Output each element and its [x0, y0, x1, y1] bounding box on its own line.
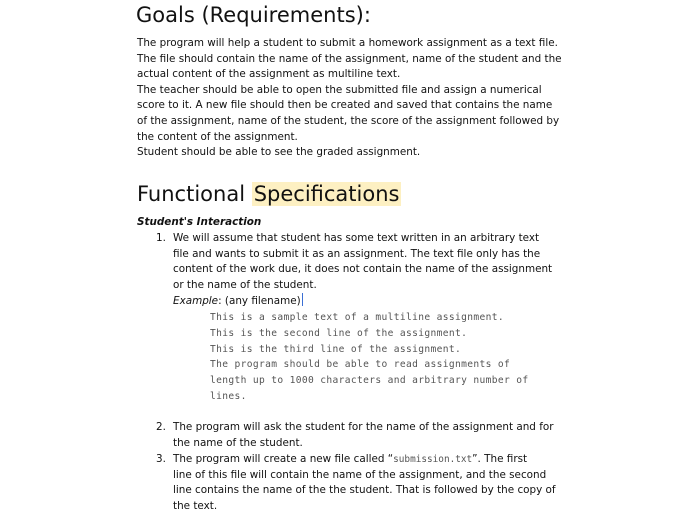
- code-line: This is the second line of the assignment.: [210, 327, 468, 339]
- item-text: ”. The first: [472, 453, 528, 465]
- item-line: We will assume that student has some text written in an arbitrary text: [173, 232, 540, 244]
- list-item-text: [173, 231, 552, 310]
- goals-line: the content of the assignment.: [137, 130, 298, 143]
- code-line: length up to 1000 characters and arbitrary number of: [210, 375, 529, 387]
- list-item-text: [173, 452, 556, 514]
- item-line: line contains the name of the the student. That is followed by the copy of: [173, 484, 556, 497]
- example-rest: : (any filename): [218, 295, 301, 308]
- item-line: or the name of the student.: [173, 278, 317, 291]
- highlighted-word: Specifications: [253, 182, 400, 206]
- goals-line: actual content of the assignment as multiline text.: [137, 68, 401, 81]
- item-line: The program will ask the student for the name of the assignment and for: [173, 421, 554, 433]
- list-item-3: [156, 452, 576, 512]
- item-line: file and wants to submit it as an assignment. The text file only has the: [173, 247, 541, 260]
- list-item-text: [173, 420, 554, 451]
- list-number: 2.: [156, 421, 166, 433]
- example-label: Example: [173, 295, 219, 308]
- example-code-block: [210, 310, 572, 405]
- goals-line: The file should contain the name of the assignment, name of the student and the: [137, 52, 562, 65]
- code-line: lines.: [210, 390, 247, 402]
- code-line: This is the third line of the assignment.: [210, 343, 462, 355]
- item-line: the name of the student.: [173, 436, 303, 449]
- goals-paragraph: [137, 36, 577, 161]
- heading-text: Functional: [137, 182, 252, 206]
- item-line: the text.: [173, 499, 218, 512]
- list-number: 1.: [156, 232, 166, 244]
- filename-code: submission.txt: [393, 454, 473, 465]
- goals-line: of the assignment, name of the student, the score of the assignment followed by: [137, 114, 560, 127]
- goals-line: score to it. A new file should then be created and saved that contains the name: [137, 99, 553, 112]
- item-text: The program will create a new file called “: [173, 453, 394, 465]
- goals-line: The teacher should be able to open the submitted file and assign a numerical: [137, 83, 542, 96]
- list-item-1: [156, 231, 576, 309]
- goals-line: The program will help a student to submit a homework assignment as a text file.: [137, 37, 558, 49]
- list-item-2: [156, 420, 576, 452]
- item-line: content of the work due, it does not contain the name of the assignment: [173, 263, 553, 276]
- list-number: 3.: [156, 453, 166, 465]
- functional-specifications-heading: [137, 180, 401, 208]
- goals-line: Student should be able to see the graded assignment.: [137, 146, 421, 159]
- code-line: The program should be able to read assignments of: [210, 359, 511, 371]
- code-line: This is a sample text of a multiline assignment.: [210, 312, 505, 323]
- example-line: [173, 293, 552, 310]
- item-line: line of this file will contain the name of the assignment, and the second: [173, 468, 547, 481]
- goals-heading: Goals (Requirements):: [136, 3, 371, 27]
- item-line: [173, 452, 556, 468]
- text-cursor: [302, 293, 303, 306]
- students-interaction-subheading: Student's Interaction: [137, 216, 262, 228]
